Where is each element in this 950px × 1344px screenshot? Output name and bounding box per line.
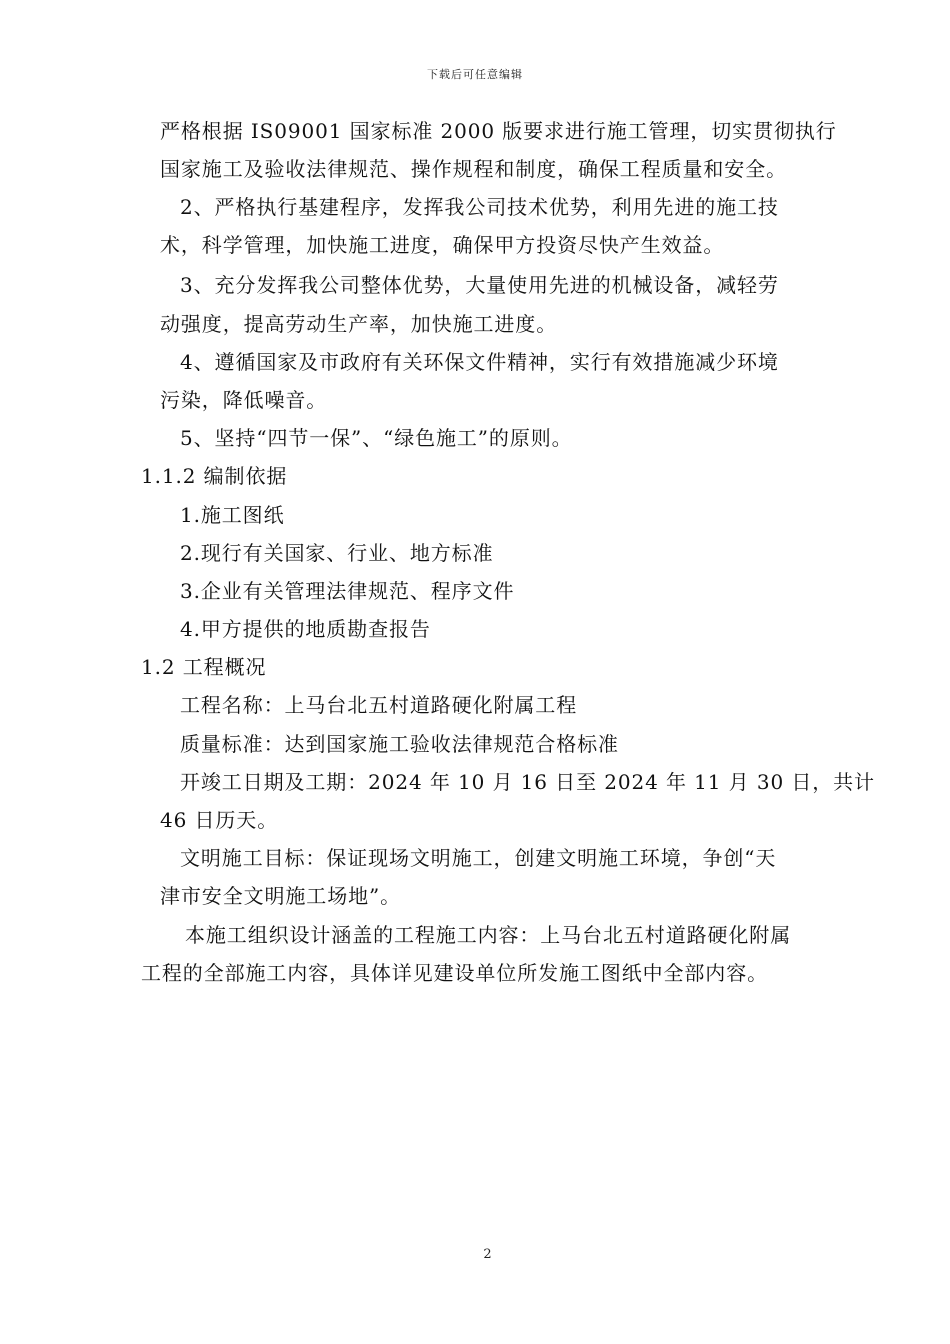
body-line: 5、坚持“四节一保”、“绿色施工”的原则。	[180, 426, 573, 450]
page-number: 2	[483, 1247, 492, 1262]
body-line: 2、严格执行基建程序，发挥我公司技术优势，利用先进的施工技	[180, 195, 779, 219]
page-header: 下载后可任意编辑	[427, 68, 523, 81]
body-line: 术，科学管理，加快施工进度，确保甲方投资尽快产生效益。	[160, 233, 725, 257]
list-item: 1.施工图纸	[180, 503, 285, 527]
body-line: 4、遵循国家及市政府有关环保文件精神，实行有效措施减少环境	[180, 350, 779, 374]
list-item: 2.现行有关国家、行业、地方标准	[180, 541, 494, 565]
body-line: 46 日历天。	[160, 808, 279, 832]
body-line: 工程的全部施工内容，具体详见建设单位所发施工图纸中全部内容。	[141, 961, 768, 985]
body-line: 动强度，提高劳动生产率，加快施工进度。	[160, 312, 558, 336]
section-heading: 1.2 工程概况	[141, 655, 267, 679]
section-heading: 1.1.2 编制依据	[141, 464, 288, 488]
body-line: 质量标准：达到国家施工验收法律规范合格标准	[180, 732, 619, 756]
body-line: 严格根据 IS09001 国家标准 2000 版要求进行施工管理，切实贯彻执行	[160, 119, 837, 143]
body-line: 污染，降低噪音。	[160, 388, 328, 412]
body-line: 3、充分发挥我公司整体优势，大量使用先进的机械设备，减轻劳	[180, 273, 779, 297]
body-line: 国家施工及验收法律规范、操作规程和制度，确保工程质量和安全。	[160, 157, 787, 181]
list-item: 3.企业有关管理法律规范、程序文件	[180, 579, 515, 603]
body-line: 工程名称：上马台北五村道路硬化附属工程	[180, 693, 578, 717]
body-line: 开竣工日期及工期：2024 年 10 月 16 日至 2024 年 11 月 30 日，共计	[180, 770, 875, 794]
body-line: 津市安全文明施工场地”。	[160, 884, 402, 908]
body-line: 文明施工目标：保证现场文明施工，创建文明施工环境，争创“天	[180, 846, 777, 870]
body-line: 本施工组织设计涵盖的工程施工内容：上马台北五村道路硬化附属	[185, 923, 792, 947]
list-item: 4.甲方提供的地质勘查报告	[180, 617, 431, 641]
